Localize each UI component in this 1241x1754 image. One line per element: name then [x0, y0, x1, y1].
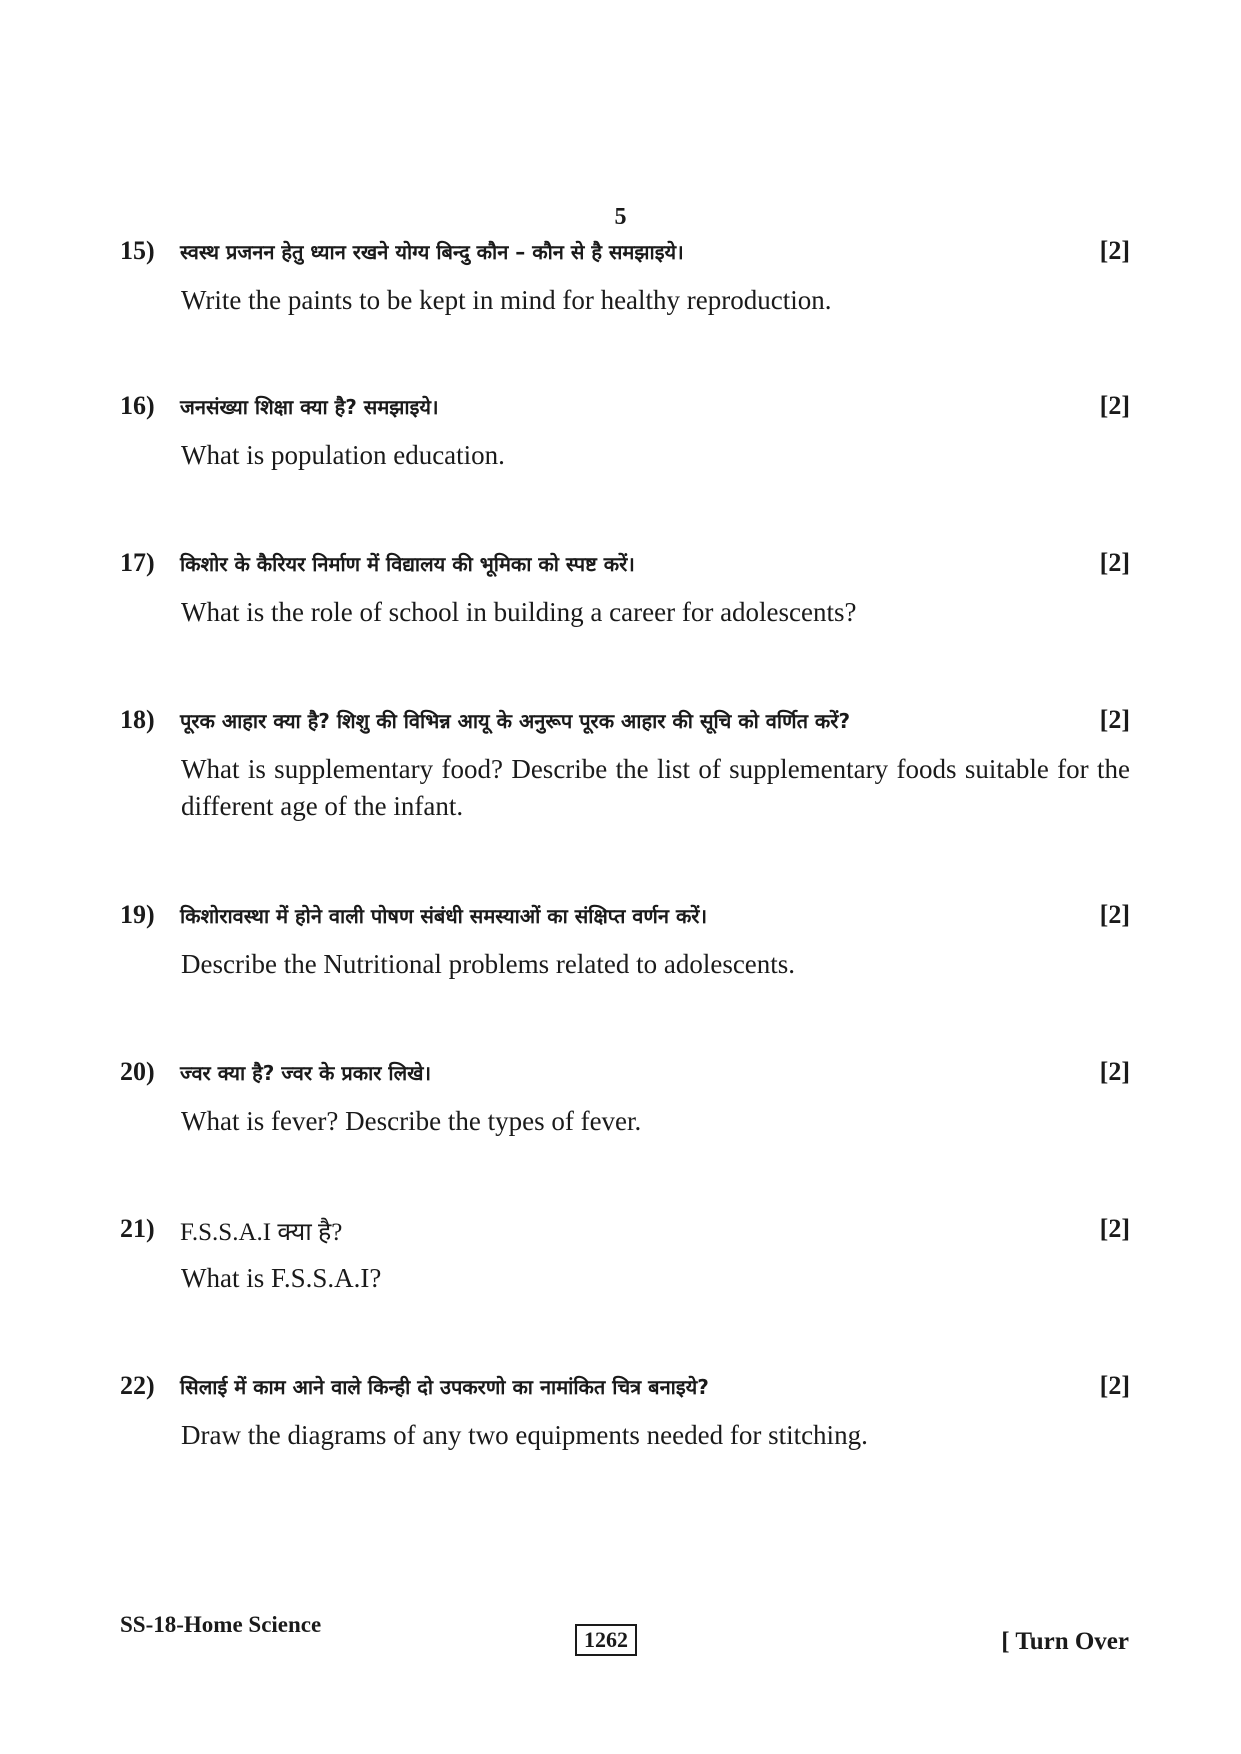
footer-code-box: 1262	[575, 1624, 637, 1656]
question-17	[120, 548, 1130, 631]
question-marks: [2]	[1099, 1371, 1130, 1400]
page-number: 5	[614, 204, 627, 230]
question-text-english: Write the paints to be kept in mind for healthy reproduction.	[181, 285, 832, 315]
question-number: 16)	[120, 391, 155, 420]
footer-subject: SS-18-Home Science	[120, 1612, 322, 1637]
question-text-english: Describe the Nutritional problems related to adolescents.	[181, 949, 796, 979]
question-21	[120, 1214, 1130, 1297]
question-number: 15)	[120, 236, 155, 265]
question-text-english: What is F.S.S.A.I?	[181, 1263, 382, 1293]
question-text-hindi: F.S.S.A.I क्या है?	[180, 1219, 343, 1246]
footer-turn-over: [ Turn Over	[1001, 1628, 1129, 1655]
question-text-hindi: जनसंख्या शिक्षा क्या है? समझाइये।	[180, 395, 439, 419]
question-text-english: What is fever? Describe the types of fever.	[181, 1106, 642, 1136]
question-text-hindi: ज्वर क्या है? ज्वर के प्रकार लिखे।	[180, 1061, 432, 1085]
question-text-hindi: स्वस्थ प्रजनन हेतु ध्यान रखने योग्य बिन्दु कौन – कौन से है समझाइये।	[180, 240, 684, 264]
question-text-english: Draw the diagrams of any two equipments needed for stitching.	[181, 1420, 868, 1450]
question-20	[120, 1057, 1130, 1140]
question-marks: [2]	[1099, 548, 1130, 577]
question-18	[120, 705, 1130, 825]
question-marks: [2]	[1099, 705, 1130, 734]
question-22	[120, 1371, 1130, 1454]
question-text-hindi: किशोरावस्था में होने वाली पोषण संबंधी समस्याओं का संक्षिप्त वर्णन करें।	[180, 904, 708, 928]
question-number: 20)	[120, 1057, 155, 1086]
question-text-english: What is the role of school in building a career for adolescents?	[181, 597, 857, 627]
question-marks: [2]	[1099, 900, 1130, 929]
question-15	[120, 236, 1130, 319]
question-number: 18)	[120, 705, 155, 734]
question-number: 22)	[120, 1371, 155, 1400]
question-19	[120, 900, 1130, 983]
question-marks: [2]	[1099, 1214, 1130, 1243]
question-number: 17)	[120, 548, 155, 577]
question-text-english: What is supplementary food? Describe the list of supplementary foods suitable for the different age of the infant.	[181, 754, 1130, 821]
question-marks: [2]	[1099, 1057, 1130, 1086]
question-marks: [2]	[1099, 236, 1130, 265]
question-text-hindi: किशोर के कैरियर निर्माण में विद्यालय की भूमिका को स्पष्ट करें।	[180, 552, 635, 576]
question-16	[120, 391, 1130, 474]
question-number: 19)	[120, 900, 155, 929]
question-marks: [2]	[1099, 391, 1130, 420]
question-text-english: What is population education.	[181, 440, 505, 470]
question-number: 21)	[120, 1214, 155, 1243]
question-text-hindi: सिलाई में काम आने वाले किन्ही दो उपकरणो का नामांकित चित्र बनाइये?	[180, 1375, 709, 1399]
question-text-hindi: पूरक आहार क्या है? शिशु की विभिन्न आयू के अनुरूप पूरक आहार की सूचि को वर्णित करें?	[180, 709, 851, 733]
